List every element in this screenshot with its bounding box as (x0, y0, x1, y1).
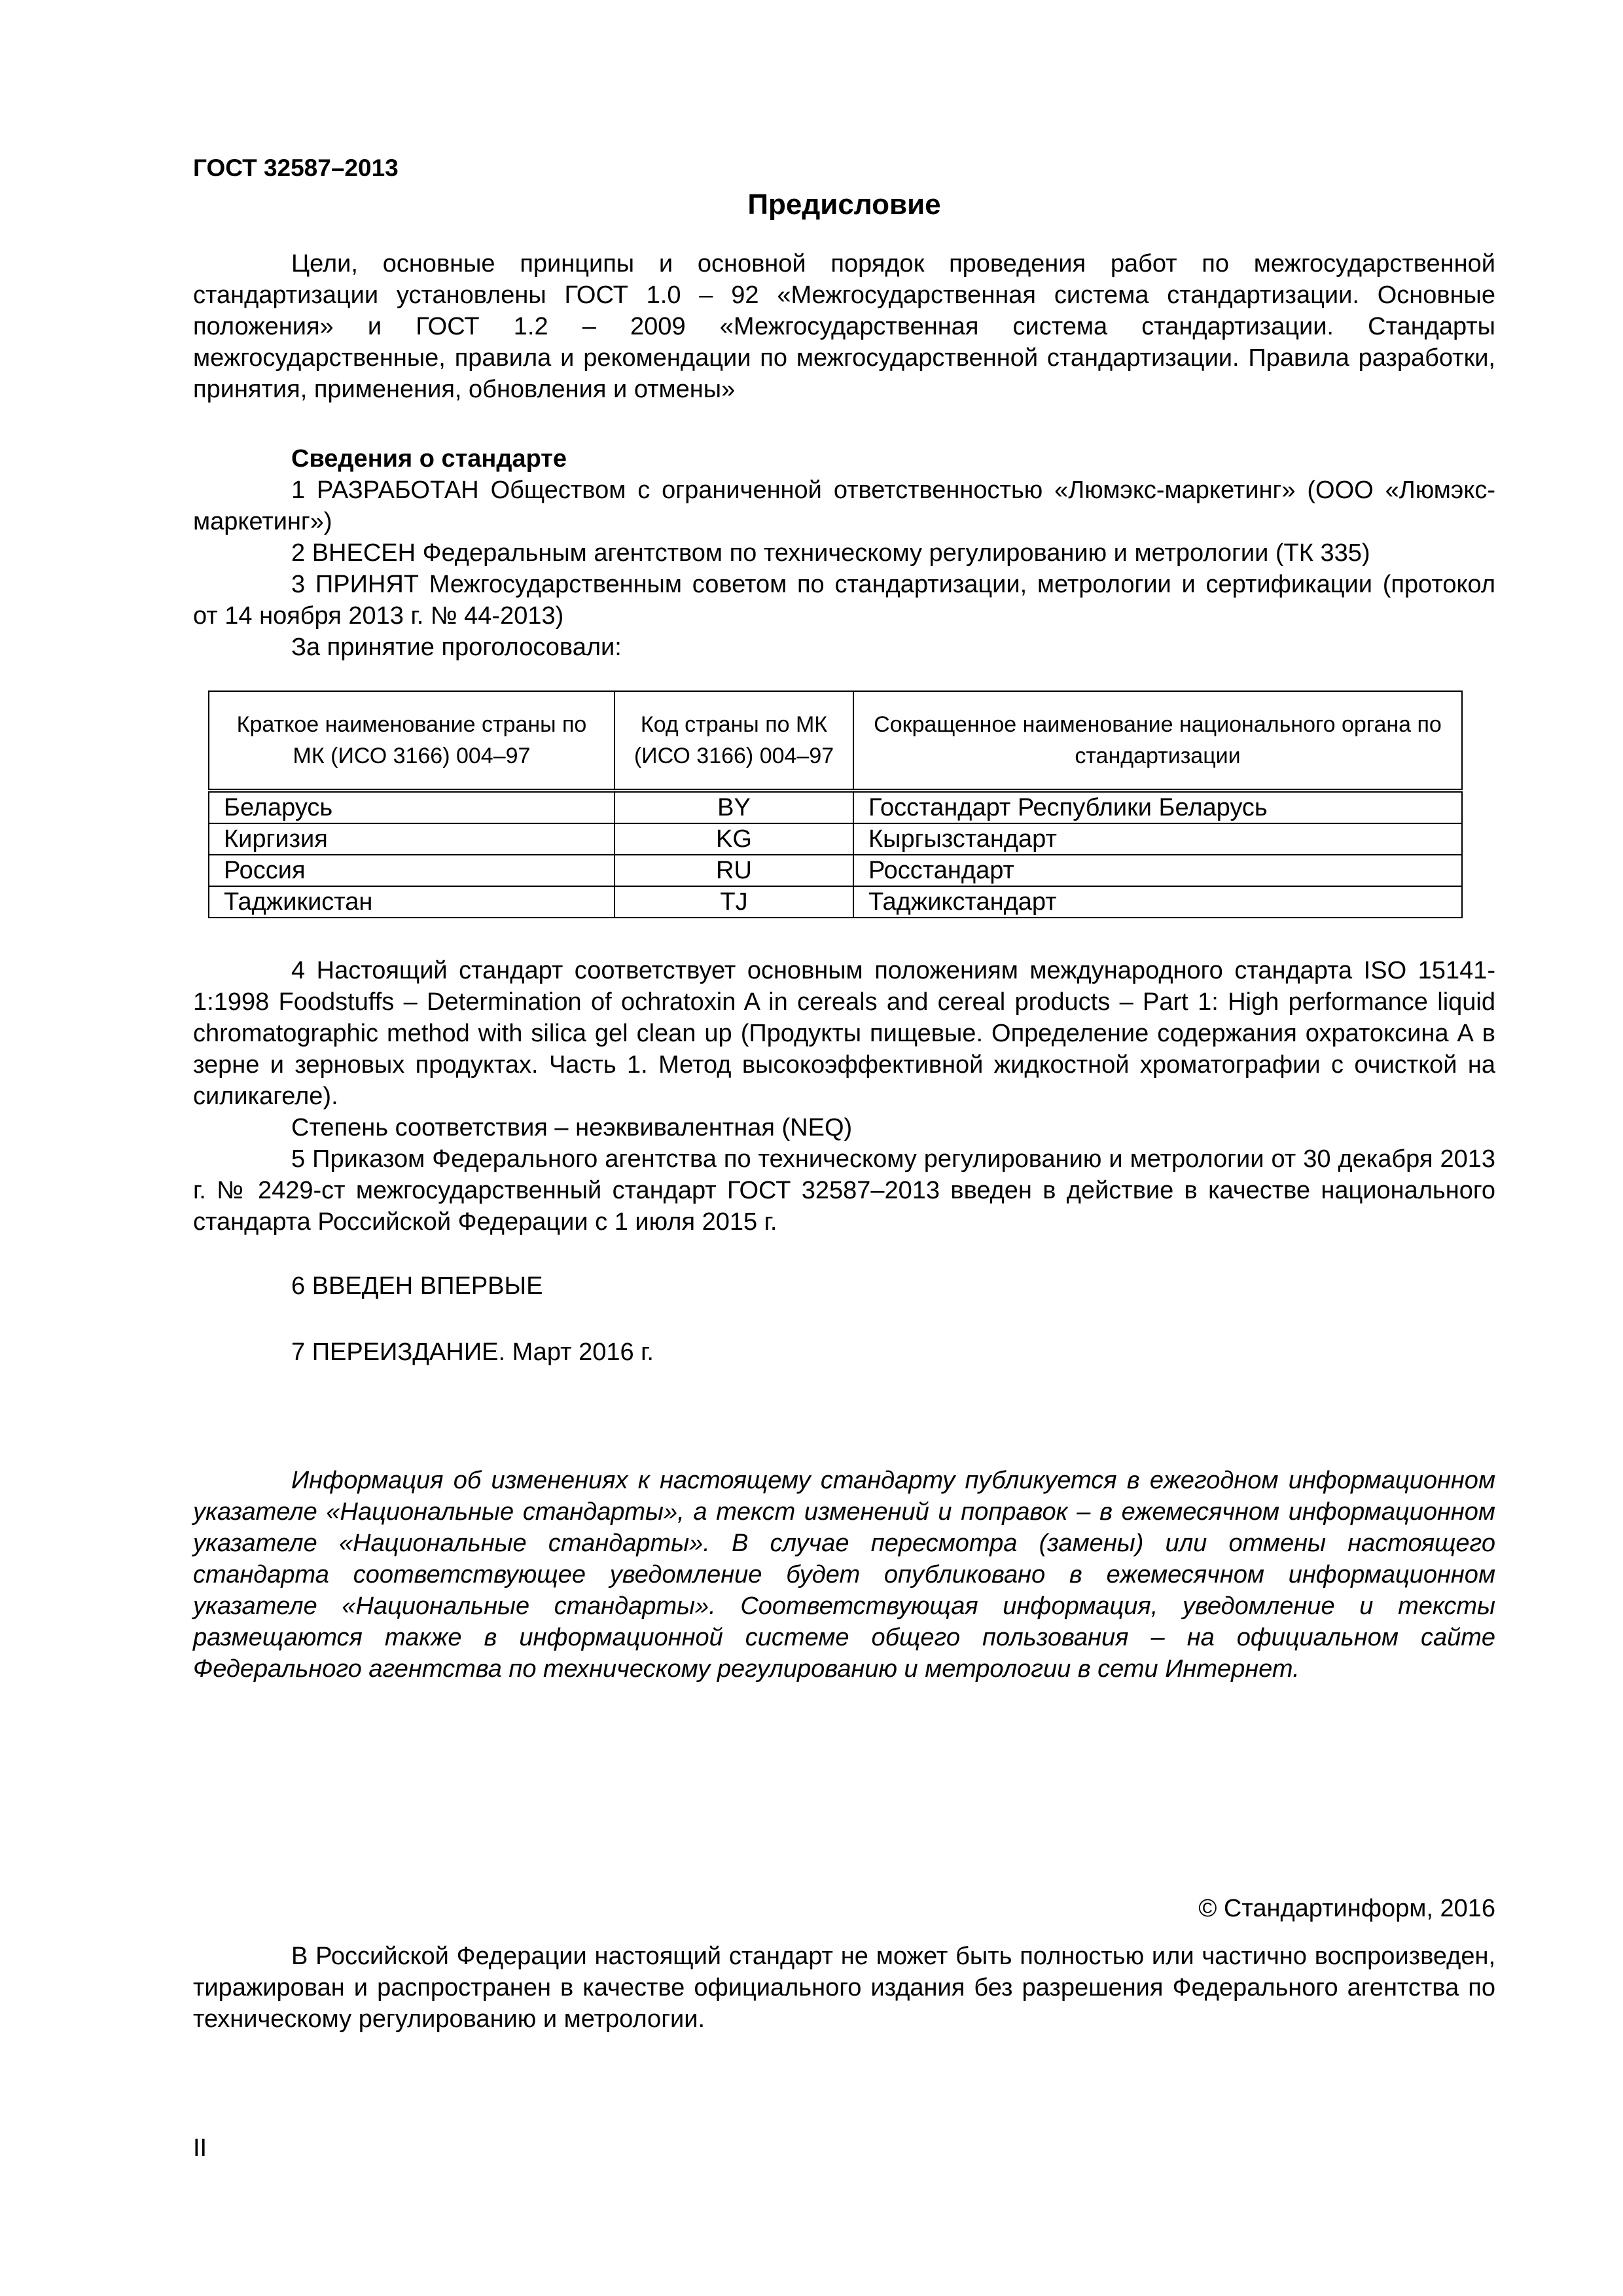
header-national-body: Сокращенное наименование национального органа по стандартизации (853, 691, 1462, 791)
national-body-cell: Росстандарт (853, 855, 1462, 886)
table-row (209, 823, 1462, 855)
header-country-name: Краткое наименование страны по МК (ИСО 3166) 004–97 (209, 691, 615, 791)
country-name-cell: Беларусь (209, 791, 615, 823)
table-row (209, 886, 1462, 918)
item-5-order: 5 Приказом Федерального агентства по техническому регулированию и метрологии от 30 декабря 2013 г. № 2429-ст межгосударственный стандарт ГОСТ 32587–2013 введен в действие в качестве национального стандарта Российской Федерации с 1 июля 2015 г. (193, 1145, 1495, 1236)
country-code-cell: RU (615, 855, 853, 886)
country-code-cell: BY (615, 791, 853, 823)
country-name-cell: Киргизия (209, 823, 615, 855)
country-name-cell: Таджикистан (209, 886, 615, 918)
item-1-developed: 1 РАЗРАБОТАН Обществом с ограниченной ответственностью «Люмэкс-маркетинг» (ООО «Люмэкс-маркетинг») (193, 476, 1495, 535)
country-code-cell: TJ (615, 886, 853, 918)
table-header-row (209, 691, 1462, 791)
item-2-submitted: 2 ВНЕСЕН Федеральным агентством по техническому регулированию и метрологии (ТК 335) (291, 539, 1370, 567)
voted-label: За принятие проголосовали: (291, 634, 622, 661)
reproduction-notice: В Российской Федерации настоящий стандарт не может быть полностью или частично воспроизведен, тиражирован и распространен в качестве официального издания без разрешения Федерального агентства по техническому регулированию и метрологии. (193, 1943, 1495, 2033)
national-body-cell: Госстандарт Республики Беларусь (853, 791, 1462, 823)
intro-paragraph: Цели, основные принципы и основной порядок проведения работ по межгосударственной стандартизации установлены ГОСТ 1.0 – 92 «Межгосударственная система стандартизации. Основные положения» и ГОСТ 1.2 – 2009 «Межгосударственная система стандартизации. Стандарты межгосударственные, правила и рекомендации по межгосударственной стандартизации. Правила разработки, принятия, применения, обновления и отмены» (193, 250, 1495, 403)
item-4-conformity-to-iso: 4 Настоящий стандарт соответствует основным положениям международного стандарта ISO 15141-1:1998 Foodstuffs – Determination of ochratoxin A in cereals and cereal products – Part 1: High performance liquid chromatographic method with silica gel clean up (Продукты пищевые. Определение содержания охратоксина А в зерне и зерновых продуктах. Часть 1. Метод высокоэффективной жидкостной хроматографии с очисткой на силикагеле). (193, 957, 1495, 1110)
header-country-code: Код страны по МК (ИСО 3166) 004–97 (615, 691, 853, 791)
amendments-info-note: Информация об изменениях к настоящему стандарту публикуется в ежегодном информационном указателе «Национальные стандарты», а текст изменений и поправок – в ежемесячном информационном указателе «Национальные стандарты». В случае пересмотра (замены) или отмены настоящего стандарта соответствующее уведомление будет опубликовано в ежемесячном информационном указателе «Национальные стандарты». Соответствующая информация, уведомление и тексты размещаются также в информационной системе общего пользования – на официальном сайте Федерального агентства по техническому регулированию и метрологии в сети Интернет. (193, 1467, 1495, 1683)
item-6-introduced: 6 ВВЕДЕН ВПЕРВЫЕ (291, 1272, 543, 1300)
country-name-cell: Россия (209, 855, 615, 886)
country-code-cell: KG (615, 823, 853, 855)
copyright-notice: © Стандартинформ, 2016 (1198, 1895, 1495, 1922)
national-body-cell: Таджикстандарт (853, 886, 1462, 918)
voting-countries-table (208, 691, 1463, 918)
conformity-degree: Степень соответствия – неэквивалентная (NEQ) (291, 1114, 853, 1141)
table-row (209, 855, 1462, 886)
document-code: ГОСТ 32587–2013 (193, 154, 399, 181)
item-7-reissue: 7 ПЕРЕИЗДАНИЕ. Март 2016 г. (291, 1338, 654, 1366)
page-number: II (193, 2134, 207, 2162)
table-row (209, 791, 1462, 823)
standard-info-heading: Сведения о стандарте (291, 445, 567, 473)
page-title: Предисловие (747, 188, 941, 221)
item-3-adopted: 3 ПРИНЯТ Межгосударственным советом по стандартизации, метрологии и сертификации (протокол от 14 ноября 2013 г. № 44-2013) (193, 571, 1495, 630)
national-body-cell: Кыргызстандарт (853, 823, 1462, 855)
